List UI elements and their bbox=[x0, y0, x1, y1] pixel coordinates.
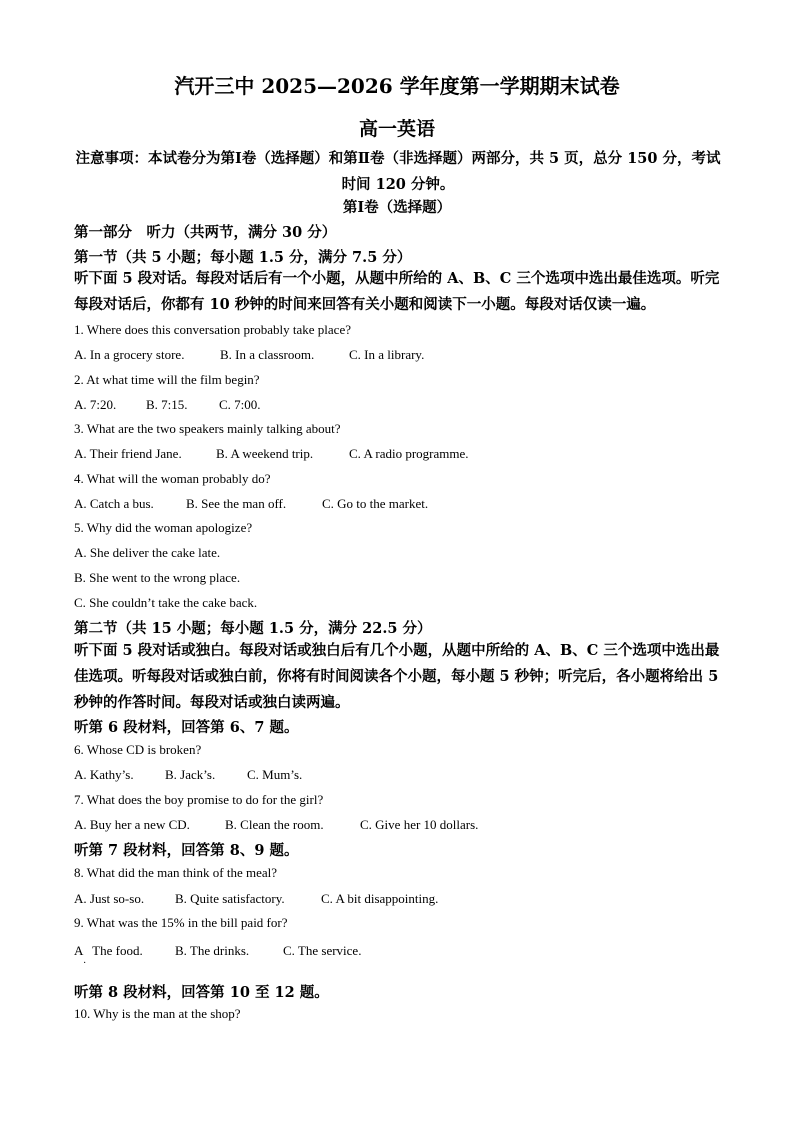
option-a: A. Catch a bus. bbox=[74, 496, 154, 511]
option-c: C. A radio programme. bbox=[349, 446, 469, 461]
question-3: 3. What are the two speakers mainly talking about? bbox=[74, 421, 341, 436]
exam-title: 汽开三中 2025—2026 学年度第一学期期末试卷 bbox=[174, 74, 620, 98]
options-6 bbox=[74, 767, 302, 783]
option-b: B. Quite satisfactory. bbox=[175, 891, 285, 906]
question-9: 9. What was the 15% in the bill paid for? bbox=[74, 915, 288, 930]
section2-title: 第二节（共 15 小题；每小题 1.5 分，满分 22.5 分） bbox=[74, 620, 432, 637]
notice-text: 注意事项：本试卷分为第Ⅰ卷（选择题）和第Ⅱ卷（非选择题）两部分，共 5 页，总分 150 分，考试时间 120 分钟。 bbox=[75, 150, 721, 193]
volume-heading: 第Ⅰ卷（选择题） bbox=[342, 199, 452, 216]
option-b: B. Jack’s. bbox=[165, 767, 216, 782]
option-a: A. She deliver the cake late. bbox=[74, 545, 221, 560]
option-c: C. A bit disappointing. bbox=[321, 891, 439, 906]
option-b: B. 7:15. bbox=[146, 397, 188, 412]
option-b: B. The drinks. bbox=[175, 943, 250, 958]
option-c: C. Go to the market. bbox=[322, 496, 429, 511]
section1-instructions: 听下面 5 段对话。每段对话后有一个小题，从题中所给的 A、B、C 三个选项中选出最佳选项。听完每段对话后，你都有 10 秒钟的时间来回答有关小题和阅读下一小题。每段对话仅读一遍。 bbox=[74, 270, 720, 313]
option-c: C. 7:00. bbox=[219, 397, 261, 412]
options-9 bbox=[74, 943, 361, 959]
option-a: A. Buy her a new CD. bbox=[74, 817, 190, 832]
question-6: 6. Whose CD is broken? bbox=[74, 742, 202, 757]
material-7-heading: 听第 7 段材料，回答第 8、9 题。 bbox=[74, 842, 299, 859]
options-1 bbox=[74, 347, 424, 363]
option-a: A. Kathy’s. bbox=[74, 767, 134, 782]
subject-title: 高一英语 bbox=[358, 118, 435, 140]
question-1: 1. Where does this conversation probably take place? bbox=[74, 322, 351, 337]
question-7: 7. What does the boy promise to do for the girl? bbox=[74, 792, 324, 807]
material-8-heading: 听第 8 段材料，回答第 10 至 12 题。 bbox=[74, 984, 329, 1001]
option-c: C. Give her 10 dollars. bbox=[360, 817, 479, 832]
option-b: B. She went to the wrong place. bbox=[74, 570, 241, 585]
options-4 bbox=[74, 496, 428, 512]
option-a: A. 7:20. bbox=[74, 397, 117, 412]
options-7 bbox=[74, 817, 478, 833]
option-a: A. Just so-so. bbox=[74, 891, 145, 906]
stray-dot: · bbox=[83, 958, 87, 969]
options-8 bbox=[74, 891, 438, 907]
material-6-heading: 听第 6 段材料，回答第 6、7 题。 bbox=[74, 719, 299, 736]
option-b: B. A weekend trip. bbox=[216, 446, 314, 461]
question-10: 10. Why is the man at the shop? bbox=[74, 1006, 241, 1021]
question-8: 8. What did the man think of the meal? bbox=[74, 865, 278, 880]
question-2: 2. At what time will the film begin? bbox=[74, 372, 260, 387]
option-b: B. In a classroom. bbox=[220, 347, 315, 362]
option-b: B. See the man off. bbox=[186, 496, 287, 511]
option-a: A The food. bbox=[74, 943, 143, 958]
question-4: 4. What will the woman probably do? bbox=[74, 471, 271, 486]
option-a: A. In a grocery store. bbox=[74, 347, 185, 362]
option-c: C. Mum’s. bbox=[247, 767, 303, 782]
section2-instructions: 听下面 5 段对话或独白。每段对话或独白后有几个小题，从题中所给的 A、B、C 三个选项中选出最佳选项。听每段对话或独白前，你将有时间阅读各个小题，每小题 5 秒钟；听完后，各小题将给出 5 秒钟的作答时间。每段对话或独白读两遍。 bbox=[74, 642, 720, 711]
part1-title: 第一部分 听力（共两节，满分 30 分） bbox=[74, 224, 337, 241]
option-b: B. Clean the room. bbox=[225, 817, 324, 832]
option-c: C. The service. bbox=[283, 943, 362, 958]
option-a: A. Their friend Jane. bbox=[74, 446, 182, 461]
section1-title: 第一节（共 5 小题；每小题 1.5 分，满分 7.5 分） bbox=[74, 249, 412, 266]
options-2 bbox=[74, 397, 261, 413]
options-3 bbox=[74, 446, 469, 462]
option-c: C. She couldn’t take the cake back. bbox=[74, 595, 258, 610]
question-5: 5. Why did the woman apologize? bbox=[74, 520, 253, 535]
option-c: C. In a library. bbox=[349, 347, 425, 362]
